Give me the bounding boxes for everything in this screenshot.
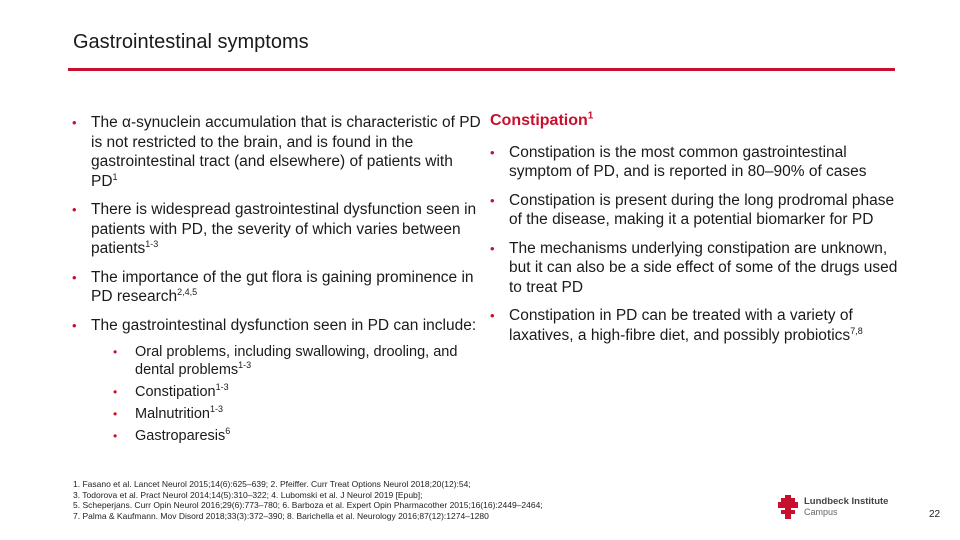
left-bullet-1: • The α-synuclein accumulation that is characteristic of PD is not restricted to the brain, and is found in the gastrointestinal tract (and elsewhere) of patients with $PD^1$ — [72, 113, 482, 191]
logo-text — [804, 497, 888, 517]
lundbeck-cross-icon — [778, 495, 798, 519]
title-divider — [68, 68, 895, 71]
left-bullet-3: • The importance of the gut flora is gaining prominence in PD research$^{2,4,5}$ — [72, 268, 482, 307]
right-bullet-3: • The mechanisms underlying constipation are unknown, but it can also be a side effect of some of the drugs used to treat PD — [490, 239, 900, 298]
lundbeck-logo — [778, 494, 888, 520]
reference-line: 3. Todorova et al. Pract Neurol 2014;14(5):310–322; 4. Lubomski et al. J Neurol 2019 [Epub]; — [73, 489, 423, 500]
reference-line: 7. Palma & Kaufmann. Mov Disord 2018;33(3):372–390; 8. Barichella et al. Neurology 2016;87(12):1274–1280 — [73, 510, 489, 521]
constipation-heading: Constipation$^1$ — [490, 110, 594, 129]
page-number: 22 — [929, 509, 941, 520]
sub-bullet-constipation: • Constipation$^{1-3}$ — [110, 383, 482, 401]
right-bullet-2: • Constipation is present during the long prodromal phase of the disease, making it a potential biomarker for PD — [490, 191, 900, 230]
references — [73, 479, 543, 521]
reference-line: 5. Scheperjans. Curr Opin Neurol 2016;29(6):773–780; 6. Barboza et al. Expert Opin Pharmacother 2015;16(16):2449–2464; — [73, 500, 543, 510]
reference-line: 1. Fasano et al. Lancet Neurol 2015;14(6):625–639; 2. Pfeiffer. Curr Treat Options Neurol 2018;20(12):54; — [73, 479, 471, 489]
slide-title: Gastrointestinal symptoms — [73, 31, 309, 53]
left-column — [72, 113, 482, 454]
right-bullet-4: • Constipation in PD can be treated with a variety of laxatives, a high-fibre diet, and possibly probiotics$^{7,8}$ — [490, 306, 900, 345]
logo-name: Lundbeck Institute — [804, 496, 889, 507]
left-bullet-4: • The gastrointestinal dysfunction seen in PD can include: • Oral problems, including swallowing, drooling, and dental problems$^{1-3}$ • Constipation$^{1-3}$ • Malnutrition$^{1-3}$ • Gastroparesis$^6$ — [72, 316, 482, 446]
sub-bullet-list — [91, 343, 482, 445]
right-bullet-1: • Constipation is the most common gastrointestinal symptom of PD, and is reported in 80–90% of cases — [490, 143, 900, 182]
sub-bullet-gastroparesis: • Gastroparesis$^6$ — [110, 427, 482, 445]
sub-bullet-malnutrition: • Malnutrition$^{1-3}$ — [110, 405, 482, 423]
logo-sub: Campus — [804, 507, 838, 517]
left-bullet-2: • There is widespread gastrointestinal dysfunction seen in patients with PD, the severity of which varies between patients$^{1-3}$ — [72, 200, 482, 259]
right-column — [490, 111, 900, 354]
sub-bullet-oral: • Oral problems, including swallowing, drooling, and dental problems$^{1-3}$ — [110, 343, 482, 379]
